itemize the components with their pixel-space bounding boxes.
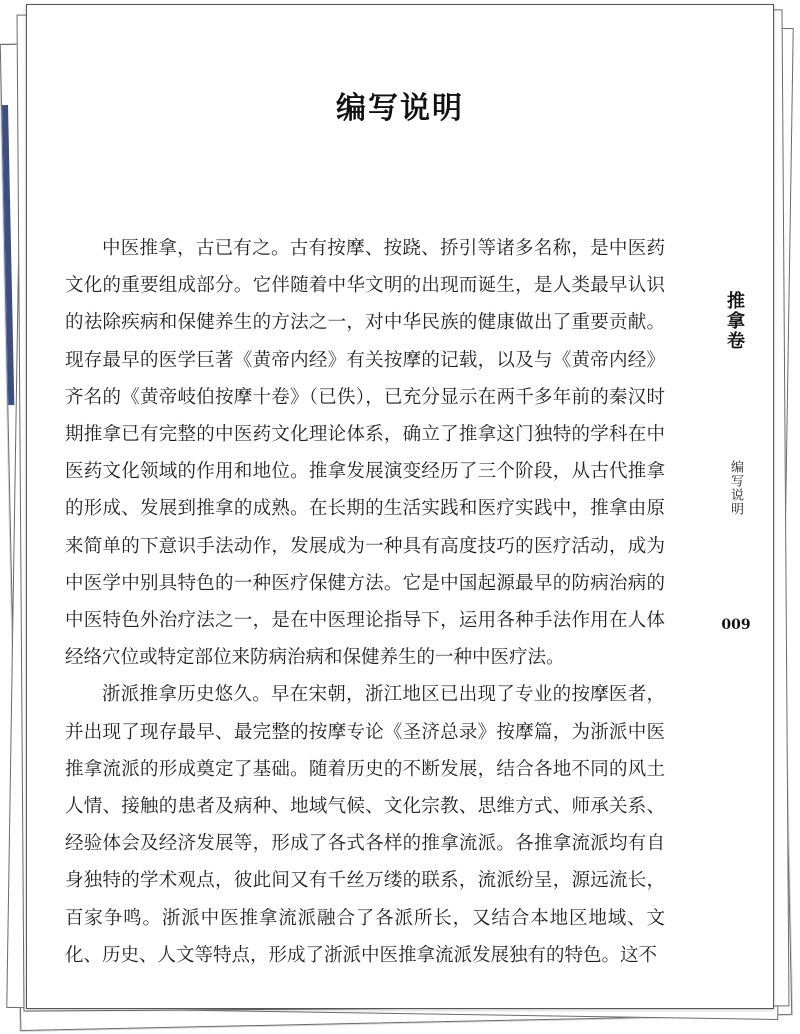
paragraph: 中医推拿，古已有之。古有按摩、按跷、挢引等诸多名称，是中医药文化的重要组成部分。它伴随着中华文明的出现而诞生，是人类最早认识的祛除疾病和保健养生的方法之一，对中华民族的健康做出了重要贡献。现存最早的医学巨著《黄帝内经》有关按摩的记载，以及与《黄帝内经》齐名的《黄帝岐伯按摩十卷》（已佚），已充分显示在两千多年前的秦汉时期推拿已有完整的中医药文化理论体系，确立了推拿这门独特的学科在中医药文化领域的作用和地位。推拿发展演变经历了三个阶段，从古代推拿的形成、发展到推拿的成熟。在长期的生活实践和医疗实践中，推拿由原来简单的下意识手法动作，发展成为一种具有高度技巧的医疗活动，成为中医学中别具特色的一种医疗保健方法。它是中国起源最早的防病治病的中医特色外治疗法之一，是在中医理论指导下，运用各种手法作用在人体经络穴位或特定部位来防病治病和保健养生的一种中医疗法。 xyxy=(65,238,665,669)
body-text xyxy=(65,230,665,974)
paragraph: 浙派推拿历史悠久。早在宋朝，浙江地区已出现了专业的按摩医者，并出现了现存最早、最完整的按摩专论《圣济总录》按摩篇，为浙派中医推拿流派的形成奠定了基础。随着历史的不断发展，结合各地不同的风土人情、接触的患者及病种、地域气候、文化宗教、思维方式、师承关系、经验体会及经济发展等，形成了各式各样的推拿流派。各推拿流派均有自身独特的学术观点，彼此间又有千丝万缕的联系，流派纷呈，源远流长，百家争鸣。浙派中医推拿流派融合了各派所长，又结合本地区地域、文化、历史、人文等特点，形成了浙派中医推拿流派发展独有的特色。这不 xyxy=(65,684,665,966)
section-title: 编写说明 xyxy=(728,460,743,516)
page-title: 编写说明 xyxy=(336,91,464,126)
volume-title: 推拿卷 xyxy=(724,291,745,351)
page-number: 009 xyxy=(721,617,751,633)
book-page xyxy=(26,4,774,1009)
